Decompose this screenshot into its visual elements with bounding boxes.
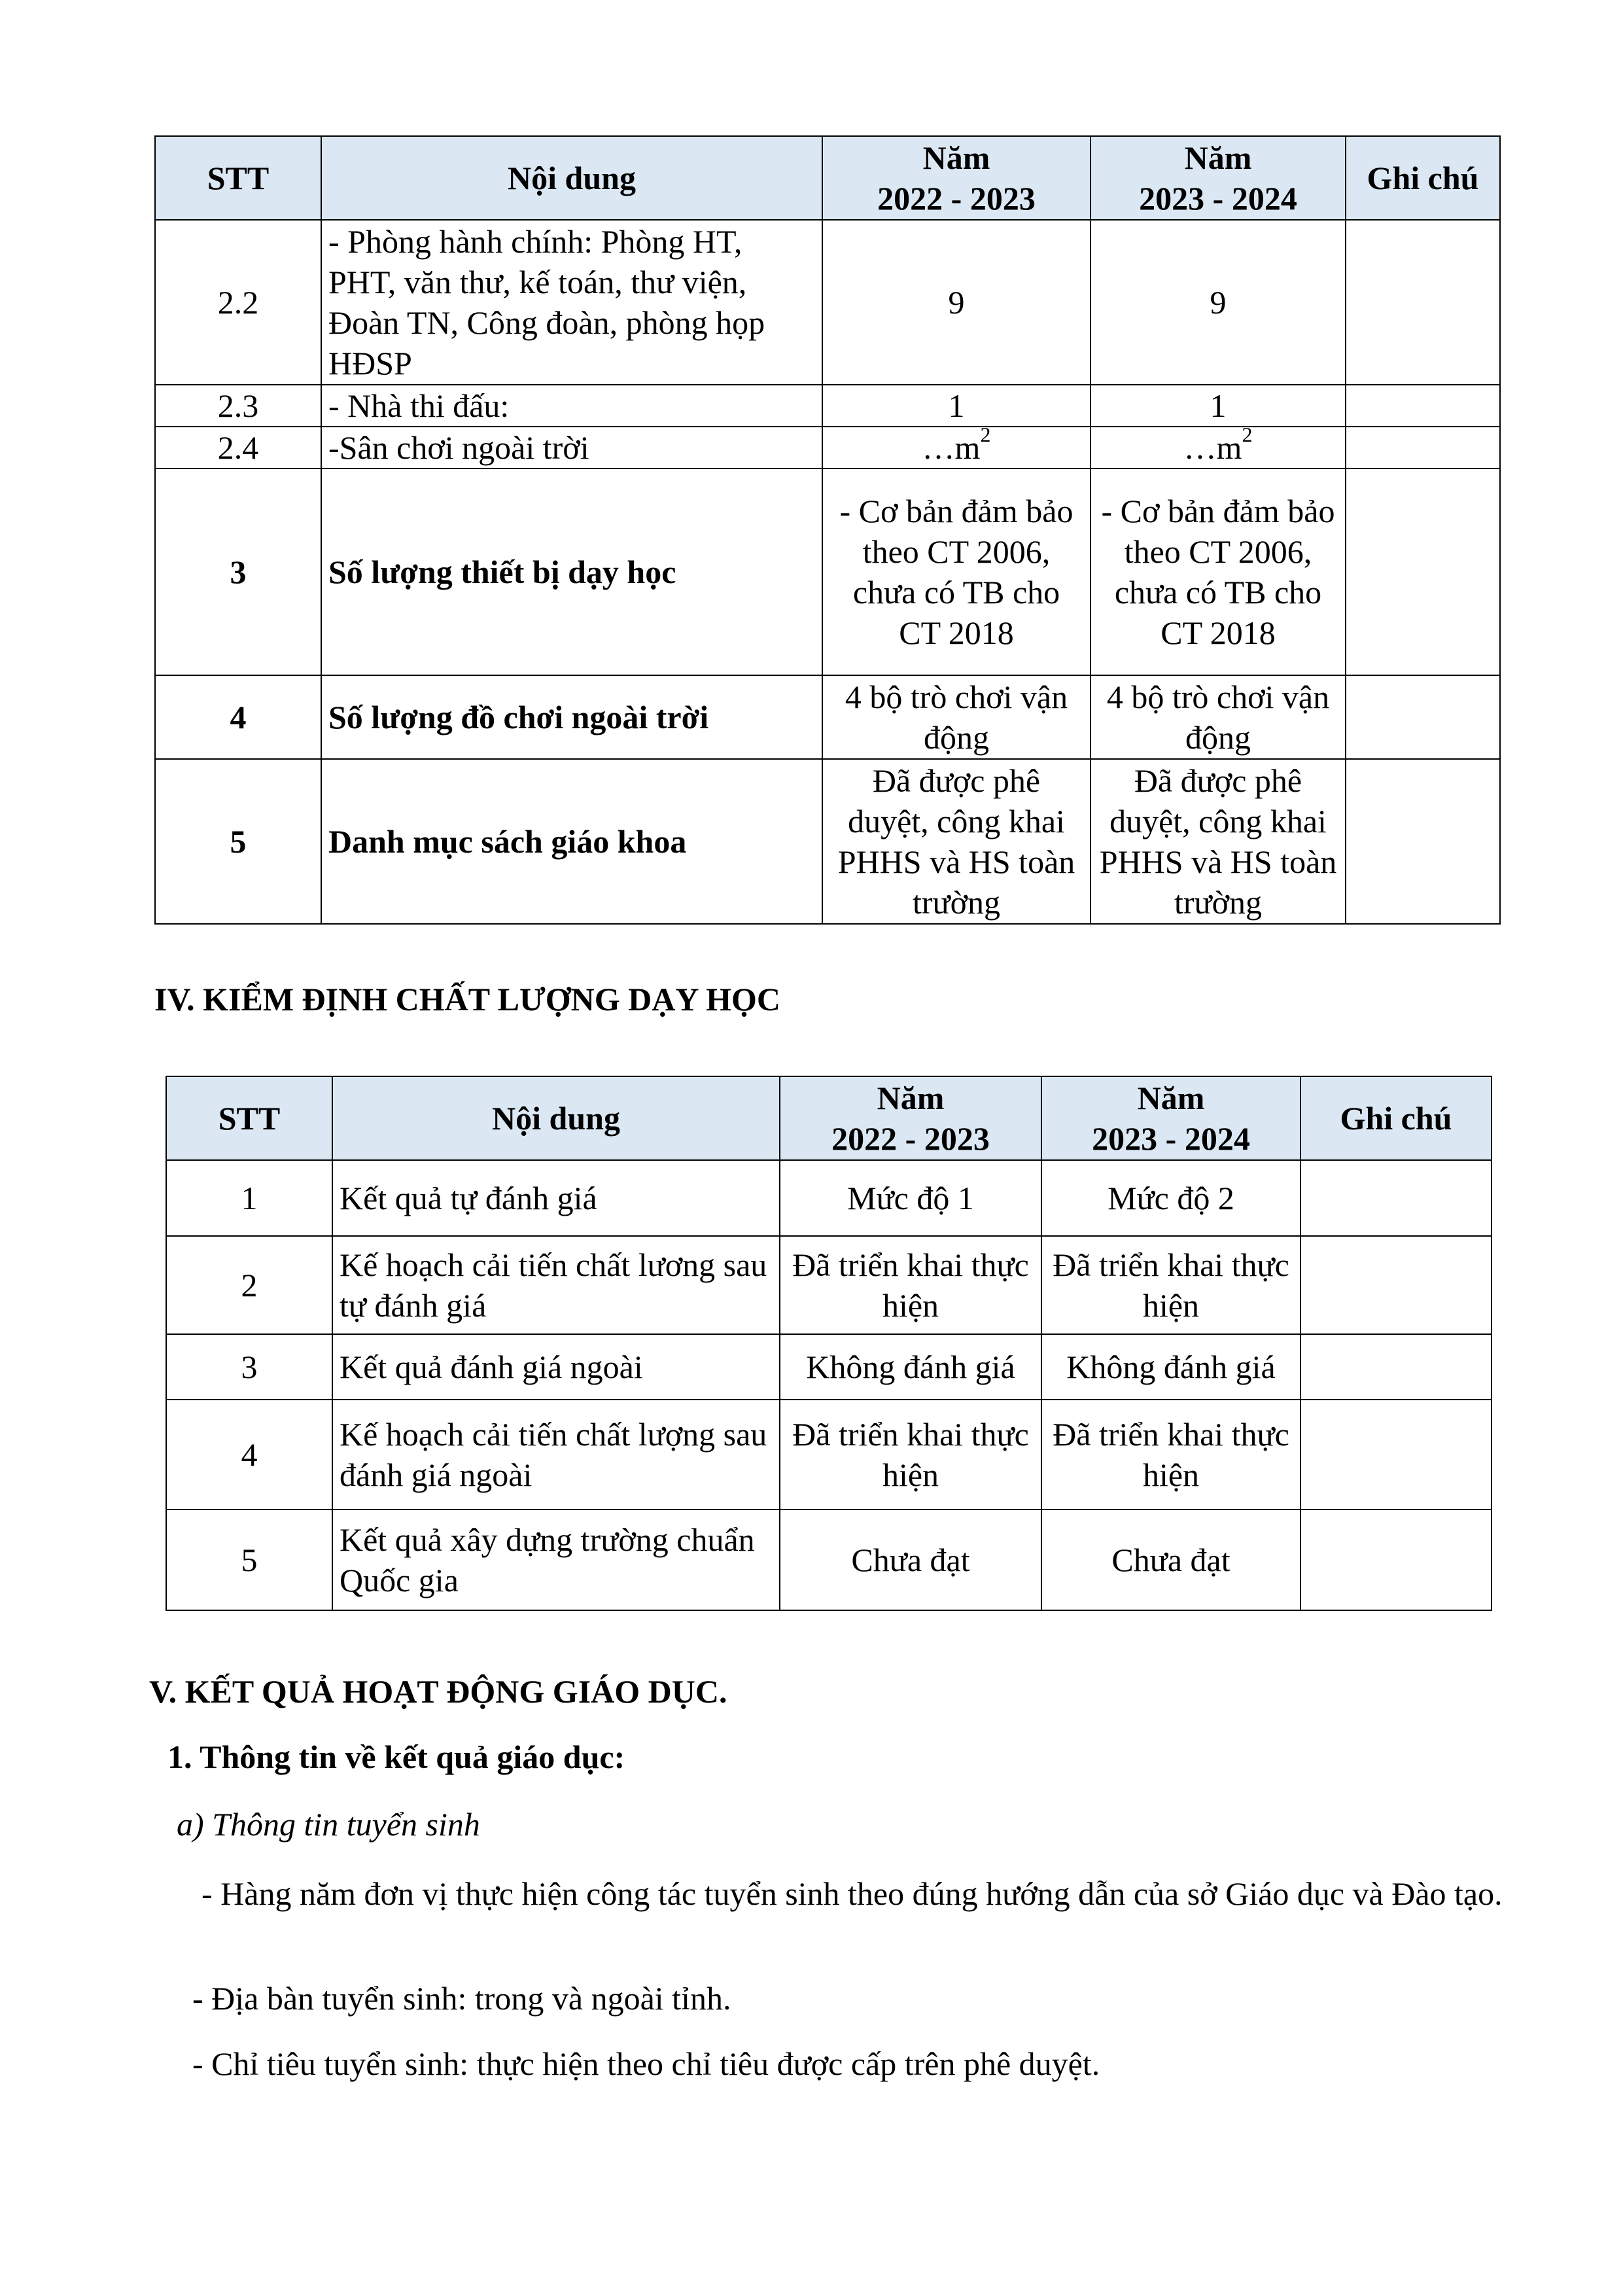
cell-note	[1300, 1400, 1492, 1510]
cell-year2: Chưa đạt	[1041, 1510, 1300, 1610]
cell-note	[1300, 1160, 1492, 1236]
cell-stt: 2.3	[155, 385, 321, 427]
cell-content: Kết quả xây dựng trường chuẩn Quốc gia	[332, 1510, 780, 1610]
section-title: IV. KIỂM ĐỊNH CHẤT LƯỢNG DẠY HỌC	[154, 981, 781, 1017]
table-row	[166, 1510, 1492, 1610]
cell-year2: Đã triển khai thực hiện	[1041, 1400, 1300, 1510]
header-year-2022-2023	[780, 1076, 1041, 1160]
cell-content: Kế hoạch cải tiến chất lượng sau đánh giá ngoài	[332, 1400, 780, 1510]
header-year-label: Năm	[877, 1080, 945, 1116]
cell-content: Kế hoạch cải tiến chất lương sau tự đánh giá	[332, 1236, 780, 1334]
cell-stt: 4	[166, 1400, 332, 1510]
cell-year1: Đã triển khai thực hiện	[780, 1400, 1041, 1510]
facilities-table	[154, 135, 1501, 925]
header-year-2023-2024	[1041, 1076, 1300, 1160]
header-year-label: Năm	[922, 139, 990, 176]
table-row	[166, 1334, 1492, 1400]
paragraph: - Địa bàn tuyển sinh: trong và ngoài tỉnh.	[192, 1980, 731, 2017]
cell-year1	[822, 423, 1091, 468]
cell-stt: 2.2	[155, 220, 321, 385]
cell-year2: 9	[1091, 220, 1346, 385]
table-row	[155, 675, 1500, 759]
section-title: V. KẾT QUẢ HOẠT ĐỘNG GIÁO DỤC.	[149, 1673, 727, 1710]
cell-year2	[1091, 423, 1346, 468]
cell-content: Số lượng đồ chơi ngoài trời	[321, 675, 822, 759]
header-year-label: Năm	[1184, 139, 1252, 176]
subsection-label: a) Thông tin tuyển sinh	[177, 1806, 480, 1843]
table-row	[155, 220, 1500, 385]
subsection-title: 1. Thông tin về kết quả giáo dục:	[167, 1739, 625, 1775]
table-row	[166, 1400, 1492, 1510]
cell-note	[1300, 1510, 1492, 1610]
cell-year2: - Cơ bản đảm bảo theo CT 2006, chưa có TB cho CT 2018	[1091, 468, 1346, 675]
header-year-range: 2023 - 2024	[1139, 180, 1297, 217]
table-row	[155, 385, 1500, 427]
quality-assessment-table	[166, 1076, 1492, 1611]
table-header-row	[166, 1076, 1492, 1160]
cell-year1: 4 bộ trò chơi vận động	[822, 675, 1091, 759]
cell-year1: 1	[822, 385, 1091, 427]
cell-year1: Không đánh giá	[780, 1334, 1041, 1400]
header-year-range: 2022 - 2023	[877, 180, 1036, 217]
cell-stt: 4	[155, 675, 321, 759]
table-row	[166, 1160, 1492, 1236]
header-year-2023-2024	[1091, 136, 1346, 220]
cell-note	[1300, 1334, 1492, 1400]
cell-content: -Sân chơi ngoài trời	[321, 427, 822, 468]
header-note: Ghi chú	[1300, 1076, 1492, 1160]
table-header-row	[155, 136, 1500, 220]
cell-stt: 2.4	[155, 427, 321, 468]
header-content: Nội dung	[332, 1076, 780, 1160]
table-row	[155, 468, 1500, 675]
cell-content: Kết quả tự đánh giá	[332, 1160, 780, 1236]
cell-stt: 1	[166, 1160, 332, 1236]
cell-content: - Nhà thi đấu:	[321, 385, 822, 427]
cell-note	[1346, 675, 1500, 759]
cell-stt: 5	[155, 759, 321, 924]
cell-note	[1346, 468, 1500, 675]
table-row	[166, 1236, 1492, 1334]
header-year-range: 2022 - 2023	[831, 1120, 990, 1157]
header-year-2022-2023	[822, 136, 1091, 220]
cell-year1: Đã triển khai thực hiện	[780, 1236, 1041, 1334]
cell-content: Danh mục sách giáo khoa	[321, 759, 822, 924]
cell-content: Kết quả đánh giá ngoài	[332, 1334, 780, 1400]
cell-year2: 1	[1091, 385, 1346, 427]
cell-stt: 5	[166, 1510, 332, 1610]
area-value: …m	[1183, 429, 1242, 466]
area-exponent: 2	[980, 423, 991, 446]
header-note: Ghi chú	[1346, 136, 1500, 220]
cell-year2: Mức độ 2	[1041, 1160, 1300, 1236]
paragraph: - Chỉ tiêu tuyển sinh: thực hiện theo chỉ tiêu được cấp trên phê duyệt.	[192, 2045, 1100, 2082]
header-stt: STT	[166, 1076, 332, 1160]
cell-note	[1346, 759, 1500, 924]
area-exponent: 2	[1242, 423, 1253, 446]
header-content: Nội dung	[321, 136, 822, 220]
cell-year2: Không đánh giá	[1041, 1334, 1300, 1400]
cell-year1: Mức độ 1	[780, 1160, 1041, 1236]
cell-note	[1346, 427, 1500, 468]
header-year-range: 2023 - 2024	[1092, 1120, 1250, 1157]
header-year-label: Năm	[1137, 1080, 1205, 1116]
header-stt: STT	[155, 136, 321, 220]
cell-content: - Phòng hành chính: Phòng HT, PHT, văn thư, kế toán, thư viện, Đoàn TN, Công đoàn, phòng họp HĐSP	[321, 220, 822, 385]
cell-note	[1300, 1236, 1492, 1334]
table-row	[155, 759, 1500, 924]
cell-year2: Đã được phê duyệt, công khai PHHS và HS toàn trường	[1091, 759, 1346, 924]
area-value: …m	[922, 429, 981, 466]
cell-content: Số lượng thiết bị dạy học	[321, 468, 822, 675]
table-row	[155, 427, 1500, 468]
cell-year2: 4 bộ trò chơi vận động	[1091, 675, 1346, 759]
paragraph: - Hàng năm đơn vị thực hiện công tác tuyển sinh theo đúng hướng dẫn của sở Giáo dục và Đào tạo.	[201, 1875, 1503, 1912]
cell-stt: 2	[166, 1236, 332, 1334]
cell-year2: Đã triển khai thực hiện	[1041, 1236, 1300, 1334]
cell-year1: Chưa đạt	[780, 1510, 1041, 1610]
cell-year1: 9	[822, 220, 1091, 385]
cell-year1: - Cơ bản đảm bảo theo CT 2006, chưa có TB cho CT 2018	[822, 468, 1091, 675]
cell-note	[1346, 220, 1500, 385]
cell-note	[1346, 385, 1500, 427]
cell-stt: 3	[155, 468, 321, 675]
cell-year1: Đã được phê duyệt, công khai PHHS và HS toàn trường	[822, 759, 1091, 924]
cell-stt: 3	[166, 1334, 332, 1400]
